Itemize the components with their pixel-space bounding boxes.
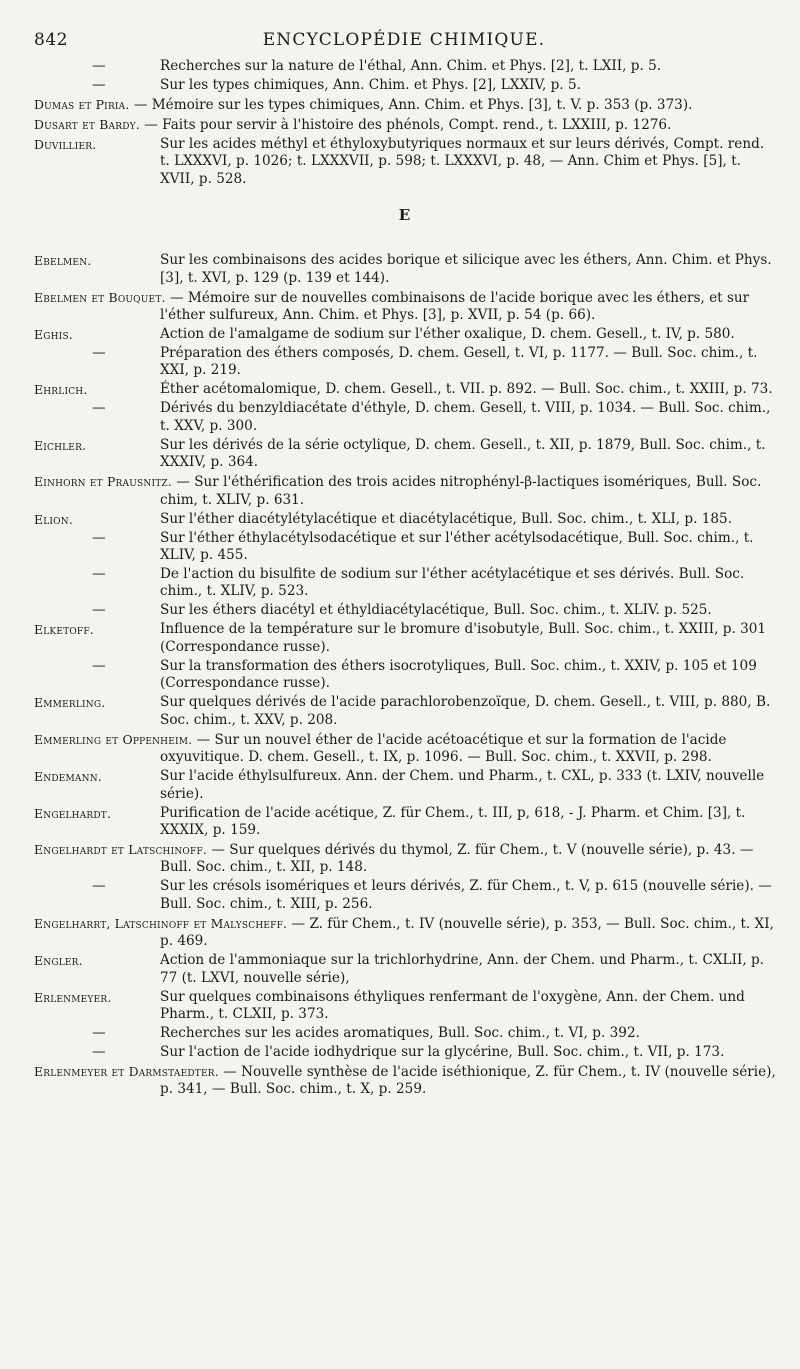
entry-author: Elketoff. xyxy=(34,622,94,638)
entry-text: Sur l'éther diacétylétylacétique et diacétylacétique, Bull. Soc. chim., t. XLI, p. 185. xyxy=(160,510,733,527)
entry-text: Influence de la température sur le bromure d'isobutyle, Bull. Soc. chim., t. XXIII, p. 301 (Correspondance russe). xyxy=(160,621,767,655)
entry-dash: — xyxy=(92,657,106,674)
bibliography-entry xyxy=(34,694,776,729)
entry-text: — Sur l'éthérification des trois acides nitrophényl-β-lactiques isomériques, Bull. Soc. chim, t. XLIV, p. 631. xyxy=(160,474,762,508)
entry-author: Erlenmeyer. xyxy=(34,989,112,1005)
bibliography-entry xyxy=(34,915,776,951)
entry-author: Elion. xyxy=(34,511,73,527)
bibliography-entry xyxy=(34,1044,776,1061)
bibliography-entry xyxy=(34,1025,776,1042)
bibliography-entry xyxy=(34,58,776,75)
entry-text: Sur l'éther éthylacétylsodacétique et sur l'éther acétylsodacétique, Bull. Soc. chim., t. XLIV, p. 455. xyxy=(160,529,754,564)
bibliography-entry xyxy=(34,805,776,840)
entry-text: Recherches sur les acides aromatiques, Bull. Soc. chim., t. VI, p. 392. xyxy=(160,1024,640,1041)
entry-text: De l'action du bisulfite de sodium sur l'éther acétylacétique et ses dérivés. Bull. Soc. chim., t. XLIV, p. 523. xyxy=(160,566,745,600)
entry-text: Sur les éthers diacétyl et éthyldiacétylacétique, Bull. Soc. chim., t. XLIV. p. 525. xyxy=(160,602,712,619)
entry-dash: — xyxy=(92,878,106,895)
bibliography-entry xyxy=(34,96,776,114)
entry-dash: — xyxy=(92,1043,106,1060)
entry-author: Einhorn et Prausnitz. xyxy=(34,474,172,490)
entry-author: Ebelmen. xyxy=(34,253,92,269)
entry-author: Dusart et Bardy. xyxy=(34,117,140,132)
entry-text: Sur quelques combinaisons éthyliques renfermant de l'oxygène, Ann. der Chem. und Pharm., t. CLXII, p. 373. xyxy=(160,988,745,1022)
section-letter: E xyxy=(398,206,412,225)
entry-dash: — xyxy=(92,529,106,546)
bibliography-entry xyxy=(34,116,776,134)
entry-text: Sur les types chimiques, Ann. Chim. et Phys. [2], LXXIV, p. 5. xyxy=(160,77,581,93)
entry-author: Emmerling. xyxy=(34,695,106,711)
page-number: 842 xyxy=(34,30,68,50)
entry-author: Dumas et Piria. xyxy=(34,97,130,112)
bibliography-entry xyxy=(34,841,776,877)
entry-text: — Z. für Chem., t. IV (nouvelle série), p. 353, — Bull. Soc. chim., t. XI, p. 469. xyxy=(160,915,774,950)
entry-text: Sur la transformation des éthers isocrotyliques, Bull. Soc. chim., t. XXIV, p. 105 et 109 (Correspondance russe). xyxy=(160,657,757,692)
entry-author: Eghis. xyxy=(34,327,73,343)
entry-author: Engelhardt et Latschinoff. xyxy=(34,841,208,857)
bibliography-entry xyxy=(34,989,776,1024)
entry-dash: — xyxy=(92,400,106,417)
entry-text: Préparation des éthers composés, D. chem. Gesell, t. VI, p. 1177. — Bull. Soc. chim., t. XXI, p. 219. xyxy=(160,345,758,379)
entry-author: Ebelmen et Bouquet. xyxy=(34,289,166,305)
bibliography-entry xyxy=(34,77,776,94)
bibliography-entry xyxy=(34,1063,776,1099)
entry-author: Ehrlich. xyxy=(34,382,88,398)
entries-section-e xyxy=(34,252,776,1099)
bibliography-entry xyxy=(34,602,776,619)
bibliography-entry xyxy=(34,768,776,803)
bibliography-entry xyxy=(34,473,776,509)
entry-author: Duvillier. xyxy=(34,137,97,152)
page-header xyxy=(34,30,774,54)
bibliography-entry xyxy=(34,136,776,188)
running-title: ENCYCLOPÉDIE CHIMIQUE. xyxy=(262,30,546,50)
entry-text: Recherches sur la nature de l'éthal, Ann. Chim. et Phys. [2], t. LXII, p. 5. xyxy=(160,58,662,74)
entry-text: — Sur un nouvel éther de l'acide acétoacétique et sur la formation de l'acide oxyuvitique. D. chem. Gesell., t. IX, p. 1096. — Bull. Soc. chim., t. XXVII, p. 298. xyxy=(160,731,727,766)
bibliography-entry xyxy=(34,731,776,767)
entry-text: — Faits pour servir à l'histoire des phénols, Compt. rend., t. LXXIII, p. 1276. xyxy=(144,117,672,133)
bibliography-entry xyxy=(34,511,776,528)
entry-dash: — xyxy=(92,345,106,362)
entry-text: Dérivés du benzyldiacétate d'éthyle, D. chem. Gesell, t. VIII, p. 1034. — Bull. Soc. chim., t. XXV, p. 300. xyxy=(160,400,771,434)
entry-dash: — xyxy=(92,77,106,93)
bibliography-entry xyxy=(34,381,776,398)
entry-text: Éther acétomalomique, D. chem. Gesell., t. VII. p. 892. — Bull. Soc. chim., t. XXIII, p. 73. xyxy=(160,381,773,398)
bibliography-entry xyxy=(34,400,776,435)
entry-author: Erlenmeyer et Darmstaedter. xyxy=(34,1063,219,1079)
entry-author: Eichler. xyxy=(34,437,87,453)
entry-text: Sur les crésols isomériques et leurs dérivés, Z. für Chem., t. V, p. 615 (nouvelle série). — Bull. Soc. chim., t. XIII, p. 256. xyxy=(160,878,772,912)
bibliography-entry xyxy=(34,437,776,472)
entry-text: Purification de l'acide acétique, Z. für Chem., t. III, p, 618, - J. Pharm. et Chim. [3], t. XXXIX, p. 159. xyxy=(160,804,746,838)
bibliography-entry xyxy=(34,952,776,987)
bibliography-entry xyxy=(34,326,776,343)
entry-dash: — xyxy=(92,566,106,583)
entry-text: Sur quelques dérivés de l'acide parachlorobenzoïque, D. chem. Gesell., t. VIII, p. 880, B. Soc. chim., t. XXV, p. 208. xyxy=(160,694,771,728)
entry-text: — Mémoire sur les types chimiques, Ann. Chim. et Phys. [3], t. V. p. 353 (p. 373). xyxy=(133,97,693,113)
bibliography-entry xyxy=(34,252,776,287)
entry-text: Sur les combinaisons des acides borique et silicique avec les éthers, Ann. Chim. et Phys. [3], t. XVI, p. 129 (p. 139 et 144). xyxy=(160,252,772,286)
entry-text: Action de l'ammoniaque sur la trichlorhydrine, Ann. der Chem. und Pharm., t. CXLII, p. 77 (t. LXVI, nouvelle série), xyxy=(160,952,764,986)
entry-text: Sur les acides méthyl et éthyloxybutyriques normaux et sur leurs dérivés, Compt. rend. t. LXXXVI, p. 1026; t. LXXXVII, p. 598; t. LXXXVI, p. 48, — Ann. Chim et Phys. [5], t. XVII, p. 528. xyxy=(160,136,765,187)
entry-author: Endemann. xyxy=(34,769,102,785)
entry-dash: — xyxy=(92,602,106,619)
entry-author: Engelhardt. xyxy=(34,805,112,821)
bibliography-entry xyxy=(34,289,776,325)
bibliography-entry xyxy=(34,621,776,656)
bibliography-entry xyxy=(34,345,776,380)
entry-text: Sur l'action de l'acide iodhydrique sur la glycérine, Bull. Soc. chim., t. VII, p. 173. xyxy=(160,1043,725,1060)
entry-text: — Sur quelques dérivés du thymol, Z. für Chem., t. V (nouvelle série), p. 43. — Bull. Soc. chim., t. XII, p. 148. xyxy=(160,841,754,876)
entry-text: Sur l'acide éthylsulfureux. Ann. der Chem. und Pharm., t. CXL, p. 333 (t. LXIV, nouvelle série). xyxy=(160,768,765,802)
entry-text: Action de l'amalgame de sodium sur l'éther oxalique, D. chem. Gesell., t. IV, p. 580. xyxy=(160,326,735,343)
entry-author: Engler. xyxy=(34,953,83,969)
bibliography-entry xyxy=(34,530,776,565)
entry-dash: — xyxy=(92,58,106,74)
entry-text: — Nouvelle synthèse de l'acide iséthionique, Z. für Chem., t. IV (nouvelle série), p. 341, — Bull. Soc. chim., t. X, p. 259. xyxy=(160,1063,776,1098)
bibliography xyxy=(34,58,776,1100)
entry-text: Sur les dérivés de la série octylique, D. chem. Gesell., t. XII, p. 1879, Bull. Soc. chim., t. XXXIV, p. 364. xyxy=(160,436,766,471)
bibliography-entry xyxy=(34,878,776,913)
bibliography-entry xyxy=(34,566,776,601)
bibliography-entry xyxy=(34,658,776,693)
entry-author: Emmerling et Oppenheim. xyxy=(34,731,193,747)
entry-text: — Mémoire sur de nouvelles combinaisons de l'acide borique avec les éthers, et sur l'éther sulfureux, Ann. Chim. et Phys. [3], p. XVII, p. 54 (p. 66). xyxy=(160,289,750,324)
entry-author: Engelharrt, Latschinoff et Malyscheff. xyxy=(34,915,288,931)
entries-section-d xyxy=(34,58,776,188)
entry-dash: — xyxy=(92,1024,106,1041)
